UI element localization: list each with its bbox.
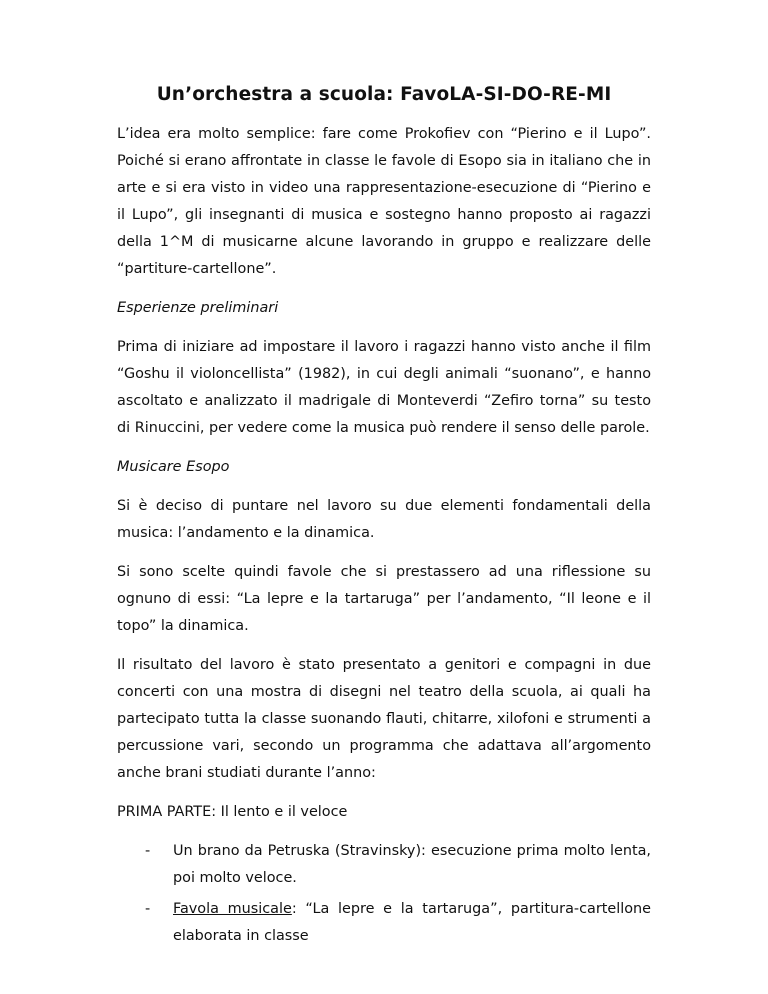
- preliminari-paragraph: Prima di iniziare ad impostare il lavoro i ragazzi hanno visto anche il film “Goshu il violoncellista” (1982), in cui degli animali “suonano”, e hanno ascoltato e analizzato il madrigale di Monteverdi “Zefiro torna” su testo di Rinuccini, per vedere come la musica può rendere il senso delle parole.: [117, 339, 651, 436]
- section-heading-preliminari: Esperienze preliminari: [117, 300, 279, 316]
- list-item-label: Favola musicale: [173, 901, 292, 917]
- list-item: [145, 896, 651, 950]
- section-heading-esopo: Musicare Esopo: [117, 459, 230, 475]
- part-one-heading: PRIMA PARTE: Il lento e il veloce: [117, 804, 348, 820]
- esopo-paragraph-3: Il risultato del lavoro è stato presentato a genitori e compagni in due concerti con una mostra di disegni nel teatro della scuola, ai quali ha partecipato tutta la classe suonando flauti, chitarre, xilofoni e strumenti a percussione vari, secondo un programma che adattava all’argomento anche brani studiati durante l’anno:: [117, 657, 651, 781]
- document-title: Un’orchestra a scuola: FavoLA-SI-DO-RE-MI: [156, 84, 612, 105]
- list-item-text: : “La lepre e la tartaruga”, partitura-cartellone elaborata in classe: [173, 901, 652, 944]
- list-item-text: Un brano da Petruska (Stravinsky): esecuzione prima molto lenta, poi molto veloce.: [173, 843, 651, 886]
- intro-paragraph: L’idea era molto semplice: fare come Prokofiev con “Pierino e il Lupo”. Poiché si erano affrontate in classe le favole di Esopo sia in italiano che in arte e si era visto in video una rappresentazione-esecuzione di “Pierino e il Lupo”, gli insegnanti di musica e sostegno hanno proposto ai ragazzi della 1^M di musicarne alcune lavorando in gruppo e realizzare delle “partiture-cartellone”.: [117, 126, 651, 277]
- list-item: [145, 838, 651, 892]
- list-dash: -: [145, 843, 151, 859]
- esopo-paragraph-2: Si sono scelte quindi favole che si prestassero ad una riflessione su ognuno di essi: “La lepre e la tartaruga” per l’andamento, “Il leone e il topo” la dinamica.: [117, 564, 651, 634]
- list-dash: -: [145, 901, 151, 917]
- program-list: [117, 838, 651, 950]
- esopo-paragraph-1: Si è deciso di puntare nel lavoro su due elementi fondamentali della musica: l’andamento e la dinamica.: [117, 498, 651, 541]
